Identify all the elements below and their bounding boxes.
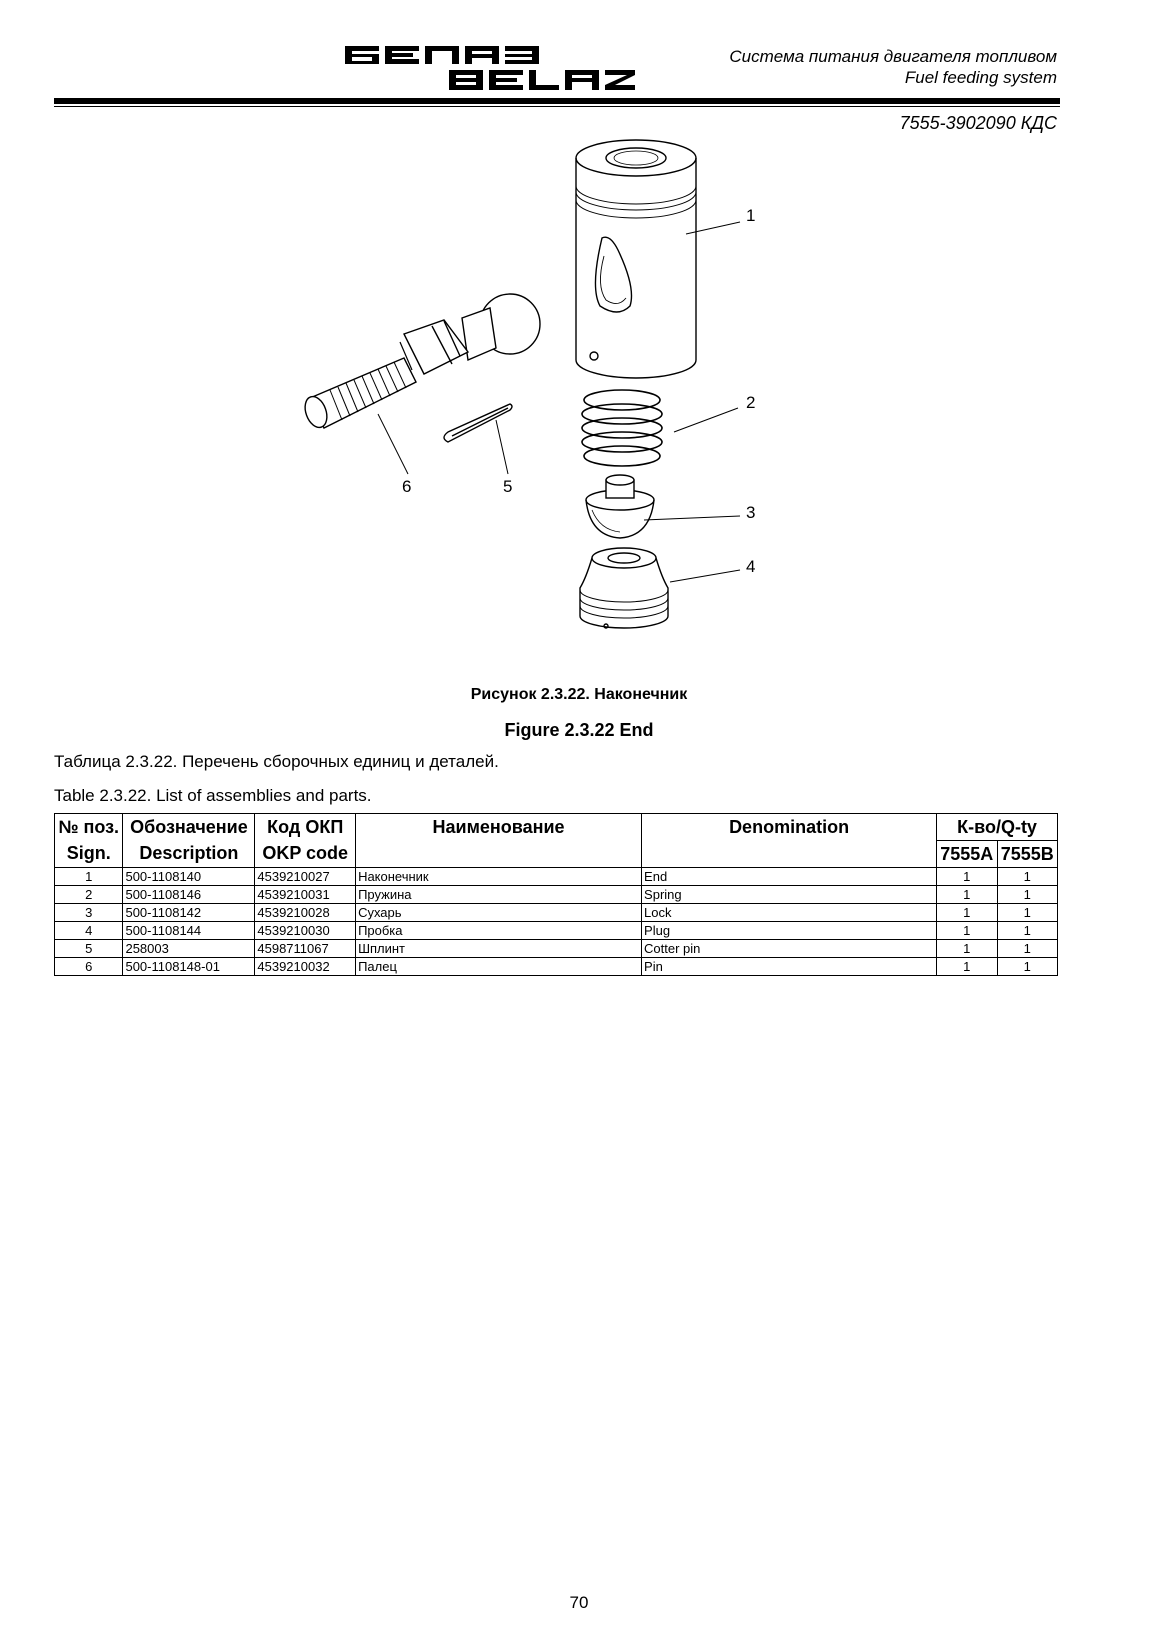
cell-qty-b: 1 (997, 886, 1058, 904)
cell-pos: 5 (55, 940, 123, 958)
cell-qty-a: 1 (937, 904, 997, 922)
table-row (55, 904, 1058, 922)
cell-okp: 4539210030 (255, 922, 356, 940)
header-titles (729, 46, 1057, 88)
cell-name-ru: Пробка (356, 922, 642, 940)
part-cotter-pin (444, 404, 512, 442)
parts-drawing (300, 138, 820, 668)
part-spring (582, 390, 662, 466)
col-qty-a: 7555A (937, 841, 997, 868)
header-rule-thin (54, 106, 1060, 107)
table-caption-en: Table 2.3.22. List of assemblies and parts. (54, 786, 372, 805)
col-name-ru-blank (356, 841, 642, 868)
part-plug (580, 548, 668, 628)
cell-designation: 500-1108144 (123, 922, 255, 940)
cell-designation: 500-1108142 (123, 904, 255, 922)
cell-okp: 4539210028 (255, 904, 356, 922)
cell-qty-b: 1 (997, 904, 1058, 922)
part-end-body (576, 140, 696, 378)
table-row (55, 958, 1058, 976)
cell-name-ru: Пружина (356, 886, 642, 904)
cell-okp: 4598711067 (255, 940, 356, 958)
figure-caption-en: Figure 2.3.22 End (504, 720, 654, 740)
cell-pos: 2 (55, 886, 123, 904)
table-row (55, 922, 1058, 940)
cell-qty-a: 1 (937, 886, 997, 904)
cell-name-en: Plug (642, 922, 937, 940)
figure-caption-ru: Рисунок 2.3.22. Наконечник (470, 686, 688, 703)
cell-okp: 4539210027 (255, 868, 356, 886)
cell-qty-a: 1 (937, 868, 997, 886)
cell-designation: 500-1108148-01 (123, 958, 255, 976)
cell-name-en: Cotter pin (642, 940, 937, 958)
belaz-logo (345, 46, 635, 90)
table-row (55, 940, 1058, 958)
table-caption-ru: Таблица 2.3.22. Перечень сборочных единиц и деталей. (54, 752, 499, 771)
cell-name-ru: Сухарь (356, 904, 642, 922)
system-title-ru: Система питания двигателя топливом (729, 47, 1057, 66)
col-okp-ru: Код ОКП (255, 814, 356, 841)
col-designation-ru: Обозначение (123, 814, 255, 841)
header-rule (54, 98, 1060, 104)
cell-name-en: Lock (642, 904, 937, 922)
part-lock (586, 475, 654, 538)
callout-4: 4 (746, 557, 756, 576)
cell-qty-b: 1 (997, 922, 1058, 940)
cell-okp: 4539210031 (255, 886, 356, 904)
cell-qty-a: 1 (937, 940, 997, 958)
callout-3: 3 (746, 503, 756, 522)
callout-1: 1 (746, 206, 756, 225)
col-pos-en: Sign. (55, 841, 123, 868)
callout-5: 5 (503, 477, 513, 496)
cell-name-ru: Шплинт (356, 940, 642, 958)
col-name-en: Denomination (642, 814, 937, 841)
col-qty-b: 7555B (997, 841, 1058, 868)
cell-okp: 4539210032 (255, 958, 356, 976)
page-number: 70 (569, 1593, 589, 1612)
cell-name-en: End (642, 868, 937, 886)
col-name-en-blank (642, 841, 937, 868)
col-qty: К-во/Q-ty (937, 814, 1058, 841)
cell-designation: 500-1108146 (123, 886, 255, 904)
col-okp-en: OKP code (255, 841, 356, 868)
cell-pos: 6 (55, 958, 123, 976)
cell-name-en: Spring (642, 886, 937, 904)
col-name-ru: Наименование (356, 814, 642, 841)
cell-designation: 258003 (123, 940, 255, 958)
cell-name-ru: Наконечник (356, 868, 642, 886)
cell-qty-a: 1 (937, 922, 997, 940)
cell-qty-b: 1 (997, 958, 1058, 976)
callout-6: 6 (402, 477, 412, 496)
cell-qty-b: 1 (997, 940, 1058, 958)
table-row (55, 886, 1058, 904)
cell-name-en: Pin (642, 958, 937, 976)
col-designation-en: Description (123, 841, 255, 868)
cell-name-ru: Палец (356, 958, 642, 976)
cell-designation: 500-1108140 (123, 868, 255, 886)
callout-2: 2 (746, 393, 756, 412)
col-pos-ru: № поз. (55, 814, 123, 841)
parts-table (54, 813, 1058, 976)
cell-pos: 4 (55, 922, 123, 940)
cell-pos: 1 (55, 868, 123, 886)
cell-qty-a: 1 (937, 958, 997, 976)
table-row (55, 868, 1058, 886)
cell-qty-b: 1 (997, 868, 1058, 886)
table-header-row-1 (55, 814, 1058, 841)
system-title-en: Fuel feeding system (904, 68, 1057, 87)
doc-number: 7555-3902090 КДС (899, 113, 1057, 133)
cell-pos: 3 (55, 904, 123, 922)
table-header-row-2 (55, 841, 1058, 868)
